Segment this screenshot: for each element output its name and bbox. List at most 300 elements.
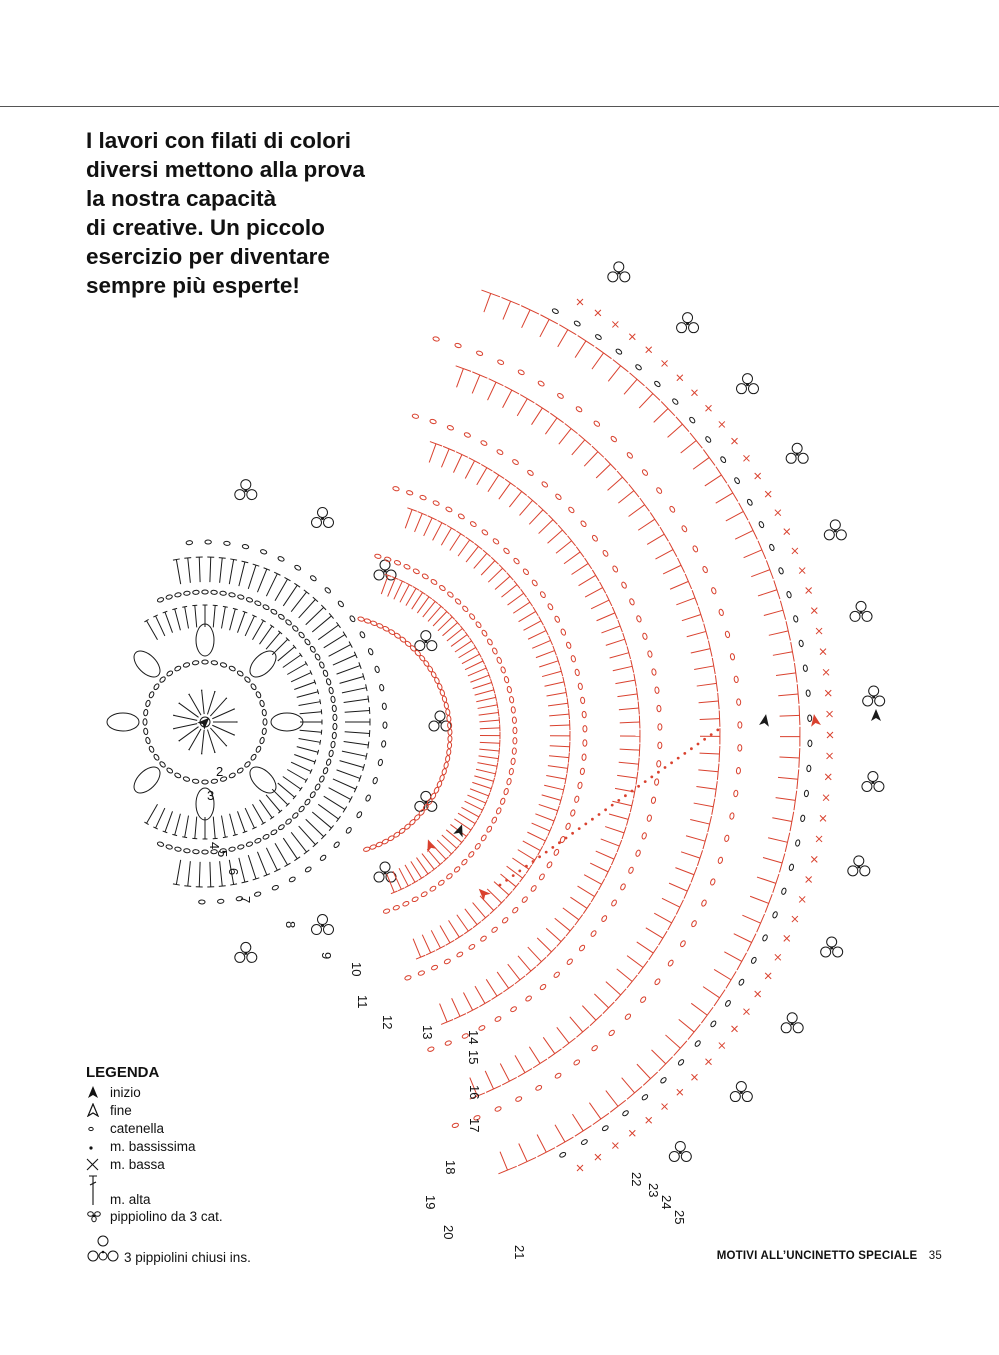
double-crochet-stitch: [779, 853, 784, 872]
double-crochet-stitch: [188, 558, 191, 583]
chain-stitch: [333, 723, 337, 730]
double-crochet-stitch: [234, 734, 235, 735]
double-crochet-stitch: [773, 652, 793, 656]
double-crochet-stitch: [318, 804, 338, 819]
double-crochet-stitch: [668, 916, 676, 930]
double-crochet-stitch: [617, 694, 637, 697]
chain-stitch: [174, 847, 181, 852]
double-crochet-stitch: [726, 511, 744, 521]
chain-stitch: [368, 648, 374, 655]
chain-stitch: [538, 873, 545, 881]
chain-stitch: [736, 699, 741, 706]
double-crochet-stitch: [742, 915, 760, 923]
double-crochet-stitch: [475, 986, 485, 1003]
double-crochet-stitch: [221, 816, 225, 838]
double-crochet-stitch: [763, 858, 782, 863]
chain-stitch: [692, 545, 698, 553]
single-crochet-stitch: [577, 1165, 583, 1171]
chain-stitch: [468, 851, 475, 858]
double-crochet-stitch: [669, 542, 677, 556]
double-crochet-stitch: [734, 934, 752, 943]
round-number: 11: [355, 995, 370, 1009]
double-crochet-stitch: [662, 898, 680, 907]
double-crochet-stitch: [234, 708, 235, 709]
chain-stitch: [573, 320, 581, 327]
chain-stitch: [513, 738, 517, 745]
chain-stitch: [574, 669, 579, 676]
chain-stitch: [591, 534, 598, 542]
double-crochet-stitch: [480, 742, 500, 743]
chain-stitch: [445, 506, 453, 513]
chain-stitch: [345, 827, 352, 835]
double-crochet-stitch: [639, 394, 653, 409]
single-crochet-stitch: [705, 1059, 711, 1065]
double-crochet-stitch: [230, 609, 236, 630]
double-crochet-stitch: [147, 804, 158, 823]
chain-stitch: [220, 662, 227, 668]
picot-center: [244, 489, 247, 492]
double-crochet-stitch: [596, 464, 610, 478]
chain-stitch: [413, 568, 421, 575]
double-crochet-stitch: [405, 865, 415, 882]
double-crochet-stitch: [324, 796, 345, 809]
single-crochet-stitch: [691, 1074, 697, 1080]
double-crochet-stitch: [312, 616, 331, 632]
double-crochet-stitch: [681, 440, 697, 453]
double-crochet-stitch: [223, 837, 228, 838]
picot-loop: [620, 272, 630, 282]
chain-stitch: [537, 380, 545, 387]
round-number: 25: [672, 1210, 687, 1225]
round-number: 12: [380, 1015, 395, 1030]
chain-stitch: [448, 736, 452, 743]
single-crochet-stitch: [799, 568, 805, 574]
chain-stitch: [515, 1096, 523, 1102]
chain-stitch: [657, 705, 662, 712]
chain-stitch: [711, 587, 717, 594]
triple-picot: [821, 937, 843, 957]
double-crochet-stitch: [617, 840, 622, 852]
double-crochet-stitch: [540, 315, 557, 324]
picot-loop: [875, 696, 885, 706]
double-crochet-stitch: [213, 605, 215, 627]
picot-center: [424, 640, 427, 643]
double-crochet-stitch: [337, 770, 360, 779]
chain-stitch: [701, 899, 707, 906]
chain-stitch: [496, 807, 502, 814]
chain-stitch: [304, 638, 311, 646]
double-crochet-stitch: [299, 599, 316, 618]
chain-stitch: [381, 741, 386, 748]
legend-label: 3 pippiolini chiusi ins.: [124, 1250, 251, 1265]
double-crochet-stitch: [543, 1037, 555, 1053]
double-crochet-stitch: [714, 990, 725, 1006]
chain-stitch: [608, 1029, 615, 1036]
chain-stitch: [237, 670, 245, 677]
legend: [86, 1064, 346, 1265]
chain-stitch: [803, 665, 808, 672]
double-crochet-stitch: [431, 930, 440, 948]
double-crochet-stitch: [601, 626, 620, 633]
chain-stitch: [734, 676, 739, 683]
double-crochet-stitch: [716, 467, 727, 483]
chain-stitch: [319, 775, 325, 783]
single-crochet-stitch: [806, 877, 812, 883]
chain-stitch: [747, 499, 754, 507]
double-crochet-stitch: [550, 746, 570, 747]
double-crochet-stitch: [539, 804, 558, 810]
chain-stitch: [364, 618, 371, 624]
double-crochet-stitch: [283, 655, 301, 668]
chain-stitch: [272, 885, 279, 891]
chain-stitch: [694, 1040, 701, 1047]
chain-stitch: [635, 364, 642, 371]
double-crochet-stitch: [275, 579, 288, 601]
double-crochet-stitch: [697, 683, 717, 686]
double-crochet-stitch: [467, 795, 485, 803]
double-crochet-stitch: [527, 832, 545, 841]
double-crochet-stitch: [497, 701, 498, 708]
picot-center: [834, 529, 837, 532]
double-crochet-stitch: [676, 598, 695, 605]
chain-stitch: [202, 660, 208, 664]
chain-stitch: [445, 1040, 452, 1046]
single-crochet-stitch: [825, 690, 831, 696]
double-crochet-stitch: [652, 1050, 666, 1064]
double-crochet-stitch: [173, 884, 180, 885]
double-crochet-stitch: [612, 607, 617, 619]
single-crochet-stitch: [827, 711, 833, 717]
double-crochet-stitch: [575, 915, 583, 925]
double-crochet-stitch: [739, 503, 748, 520]
picot-loop: [689, 323, 699, 333]
chain-stitch: [211, 779, 218, 784]
slip-stitch: [631, 790, 634, 793]
chain-stitch: [611, 899, 618, 907]
double-crochet-stitch: [230, 814, 236, 835]
chain-stitch: [244, 761, 251, 768]
double-crochet-stitch: [419, 876, 425, 880]
chain-stitch: [583, 740, 587, 747]
chain-stitch: [288, 876, 296, 883]
stitch-arrow: [871, 709, 881, 721]
double-crochet-stitch: [220, 558, 223, 583]
chain-stitch: [429, 419, 436, 425]
single-crochet-stitch: [820, 815, 826, 821]
picot-loop: [874, 781, 884, 791]
chain-stitch: [547, 603, 554, 611]
double-crochet-stitch: [210, 557, 211, 582]
double-crochet-stitch: [690, 819, 709, 824]
double-crochet-stitch: [608, 477, 623, 490]
double-crochet-stitch: [344, 741, 369, 744]
chain-stitch: [202, 850, 208, 854]
double-crochet-stitch: [416, 858, 428, 874]
chain-stitch: [804, 790, 809, 797]
double-crochet-stitch: [772, 818, 792, 822]
double-crochet-stitch: [175, 814, 181, 835]
double-crochet-stitch: [518, 1069, 532, 1077]
double-crochet-stitch: [440, 1004, 448, 1023]
double-crochet-stitch: [483, 550, 491, 557]
double-crochet-stitch: [500, 1152, 508, 1171]
intro-line: la nostra capacità: [86, 186, 277, 211]
chain-stitch: [738, 745, 742, 752]
chain-stitch: [808, 715, 812, 722]
picot-center: [796, 453, 799, 456]
picot-loop: [677, 323, 687, 333]
slip-stitch: [657, 771, 660, 774]
round-number: 4: [207, 842, 222, 850]
round-number: 17: [467, 1118, 482, 1133]
chain-stitch: [656, 760, 661, 767]
double-crochet-stitch: [470, 789, 489, 796]
chain-stitch: [512, 717, 517, 724]
double-crochet-stitch: [619, 762, 639, 764]
double-crochet-stitch: [765, 894, 772, 912]
double-crochet-stitch: [476, 769, 495, 774]
triple-picot: [677, 313, 699, 333]
chain-stitch: [590, 930, 597, 938]
chain-stitch: [166, 670, 174, 677]
double-crochet-stitch: [693, 457, 709, 469]
single-crochet-stitch: [765, 973, 771, 979]
slip-stitch: [565, 837, 568, 840]
double-crochet-icon: [86, 1173, 108, 1207]
legend-title: LEGENDA: [86, 1064, 160, 1081]
chain-stitch: [573, 1059, 581, 1066]
double-crochet-stitch: [474, 776, 493, 781]
chain-stitch: [560, 628, 566, 635]
chain-stitch: [593, 420, 600, 427]
double-crochet-stitch: [469, 827, 473, 833]
single-crochet-stitch: [732, 1026, 738, 1032]
double-crochet-stitch: [477, 468, 487, 485]
double-crochet-stitch: [640, 498, 650, 511]
chain-stitch: [751, 957, 758, 965]
double-crochet-stitch: [413, 587, 419, 591]
chain-stitch: [574, 796, 579, 803]
picot-center: [860, 611, 863, 614]
chain-stitch: [654, 978, 661, 986]
double-crochet-stitch: [412, 880, 418, 884]
chain-stitch: [736, 767, 741, 774]
double-crochet-stitch: [522, 310, 531, 328]
chain-stitch: [799, 640, 804, 647]
double-crochet-stitch: [655, 550, 673, 560]
double-crochet-stitch: [237, 612, 245, 633]
double-crochet-stitch: [147, 621, 158, 640]
chain-stitch: [647, 650, 652, 657]
double-crochet-stitch: [488, 475, 499, 492]
chain-stitch: [500, 666, 506, 673]
chain-stitch: [636, 615, 642, 622]
chain-stitch: [246, 841, 253, 847]
chain-stitch: [629, 598, 635, 605]
picot-loop: [850, 611, 860, 621]
round-number: 10: [349, 962, 364, 977]
chain-stitch: [404, 975, 411, 981]
double-crochet-stitch: [473, 821, 477, 827]
petal-loop: [196, 624, 214, 656]
chain-stitch: [454, 598, 461, 605]
chain-stitch: [143, 709, 148, 716]
double-crochet-stitch: [679, 1019, 694, 1032]
double-crochet-stitch: [698, 770, 718, 772]
double-crochet-stitch: [499, 747, 500, 754]
single-crochet-stitch: [827, 732, 833, 738]
triple-picot: [736, 374, 758, 394]
double-crochet-stitch: [515, 1055, 525, 1072]
double-crochet-stitch: [646, 928, 663, 938]
double-crochet-stitch: [649, 946, 658, 960]
single-crochet-stitch: [811, 608, 817, 614]
chain-stitch: [447, 425, 454, 431]
double-crochet-stitch: [175, 609, 181, 630]
double-crochet-stitch: [572, 563, 589, 574]
double-crochet-stitch: [533, 607, 538, 616]
chain-stitch: [174, 665, 182, 671]
double-crochet-stitch: [219, 558, 226, 559]
chain-stitch: [330, 696, 335, 703]
double-crochet-stitch: [694, 666, 714, 670]
double-crochet-stitch: [610, 1100, 626, 1112]
double-crochet-stitch: [528, 631, 546, 640]
slip-stitch: [637, 785, 640, 788]
picot-center: [439, 721, 442, 724]
double-crochet-stitch: [278, 783, 295, 797]
double-crochet-stitch: [699, 701, 719, 703]
triple-picot: [415, 631, 437, 651]
double-crochet-stitch: [318, 625, 338, 640]
double-crochet-stitch: [776, 798, 796, 801]
single-crochet-stitch: [595, 1154, 601, 1160]
double-crochet-stitch: [606, 594, 612, 606]
double-crochet-stitch: [617, 775, 637, 778]
single-crochet-stitch: [646, 1117, 652, 1123]
chain-stitch: [669, 506, 676, 514]
double-crochet-stitch: [539, 616, 544, 625]
picot-loop: [435, 711, 445, 721]
chain-stitch: [192, 779, 199, 784]
single-crochet-stitch: [662, 360, 668, 366]
double-crochet-stitch: [248, 855, 256, 879]
double-crochet-stitch: [519, 1143, 527, 1161]
picot-loop: [730, 1092, 740, 1102]
double-crochet-stitch: [461, 807, 479, 817]
intro-line: sempre più esperte!: [86, 273, 300, 298]
chain-stitch: [430, 579, 438, 586]
slip-stitch: [710, 733, 713, 736]
double-crochet-stitch: [253, 621, 264, 640]
double-crochet-stitch: [457, 369, 464, 388]
double-crochet-stitch: [497, 972, 509, 988]
double-crochet-stitch: [799, 705, 800, 725]
double-crochet-stitch: [479, 720, 499, 722]
chain-stitch: [193, 849, 200, 853]
double-crochet-stitch: [417, 597, 429, 613]
double-crochet-stitch: [526, 967, 536, 975]
slip-stitch: [532, 860, 535, 863]
picot-loop: [247, 490, 257, 500]
round-number: 18: [443, 1160, 458, 1175]
single-crochet-stitch: [612, 321, 618, 327]
chain-stitch: [530, 885, 537, 893]
double-crochet-stitch: [479, 749, 499, 751]
chain-stitch: [691, 920, 697, 928]
start-arrow-icon: [86, 1083, 108, 1101]
slip-stitch: [611, 804, 614, 807]
double-crochet-stitch: [676, 900, 683, 915]
chain-stitch: [554, 1072, 562, 1079]
round-number: 7: [238, 896, 253, 904]
chain-icon: [86, 1119, 108, 1137]
double-crochet-stitch: [558, 525, 567, 535]
double-crochet-stitch: [418, 512, 427, 516]
double-crochet-stitch: [473, 682, 492, 688]
double-crochet-stitch: [304, 850, 309, 854]
legend-label: m. bassissima: [110, 1138, 196, 1154]
double-crochet-stitch: [297, 747, 318, 753]
chain-stitch: [292, 625, 299, 632]
chain-stitch: [512, 748, 517, 755]
chain-stitch: [626, 452, 633, 459]
picot-center: [321, 924, 324, 927]
picot-loop: [675, 1141, 685, 1151]
chain-stitch: [148, 691, 154, 699]
chain-stitch: [374, 554, 381, 560]
double-crochet-stitch: [676, 417, 689, 432]
chain-stitch: [486, 825, 493, 833]
picot-center: [244, 952, 247, 955]
chain-stitch: [444, 702, 449, 709]
double-crochet-stitch: [266, 632, 280, 649]
double-crochet-stitch: [237, 811, 245, 832]
double-crochet-stitch: [473, 903, 486, 918]
chain-stitch: [566, 958, 573, 965]
double-crochet-stitch: [458, 813, 475, 823]
double-crochet-stitch: [291, 673, 311, 682]
chain-stitch: [255, 691, 261, 699]
picot-loop: [608, 272, 618, 282]
double-crochet-stitch: [691, 649, 711, 653]
chain-stitch: [153, 683, 160, 691]
chain-stitch: [429, 885, 437, 892]
double-crochet-stitch: [718, 693, 719, 709]
chain-stitch: [304, 866, 312, 873]
double-crochet-stitch: [287, 770, 306, 781]
double-crochet-stitch: [521, 589, 527, 597]
chain-stitch: [475, 621, 482, 629]
chain-stitch: [705, 436, 712, 444]
double-crochet-stitch: [584, 875, 602, 885]
chain-stitch: [654, 380, 661, 387]
double-crochet-stitch: [669, 883, 687, 891]
double-crochet-stitch: [226, 745, 227, 746]
single-crochet-stitch: [719, 421, 725, 427]
double-crochet-stitch: [294, 682, 315, 690]
single-crochet-stitch: [825, 774, 831, 780]
chain-stitch: [420, 891, 428, 898]
chain-stitch: [582, 754, 587, 761]
chain-stitch: [255, 745, 261, 753]
double-crochet-stitch: [345, 710, 370, 712]
double-crochet-stitch: [629, 484, 639, 497]
double-crochet-stitch: [609, 814, 628, 819]
double-crochet-stitch: [509, 491, 521, 507]
double-crochet-stitch: [270, 625, 274, 628]
chain-stitch: [443, 762, 448, 769]
